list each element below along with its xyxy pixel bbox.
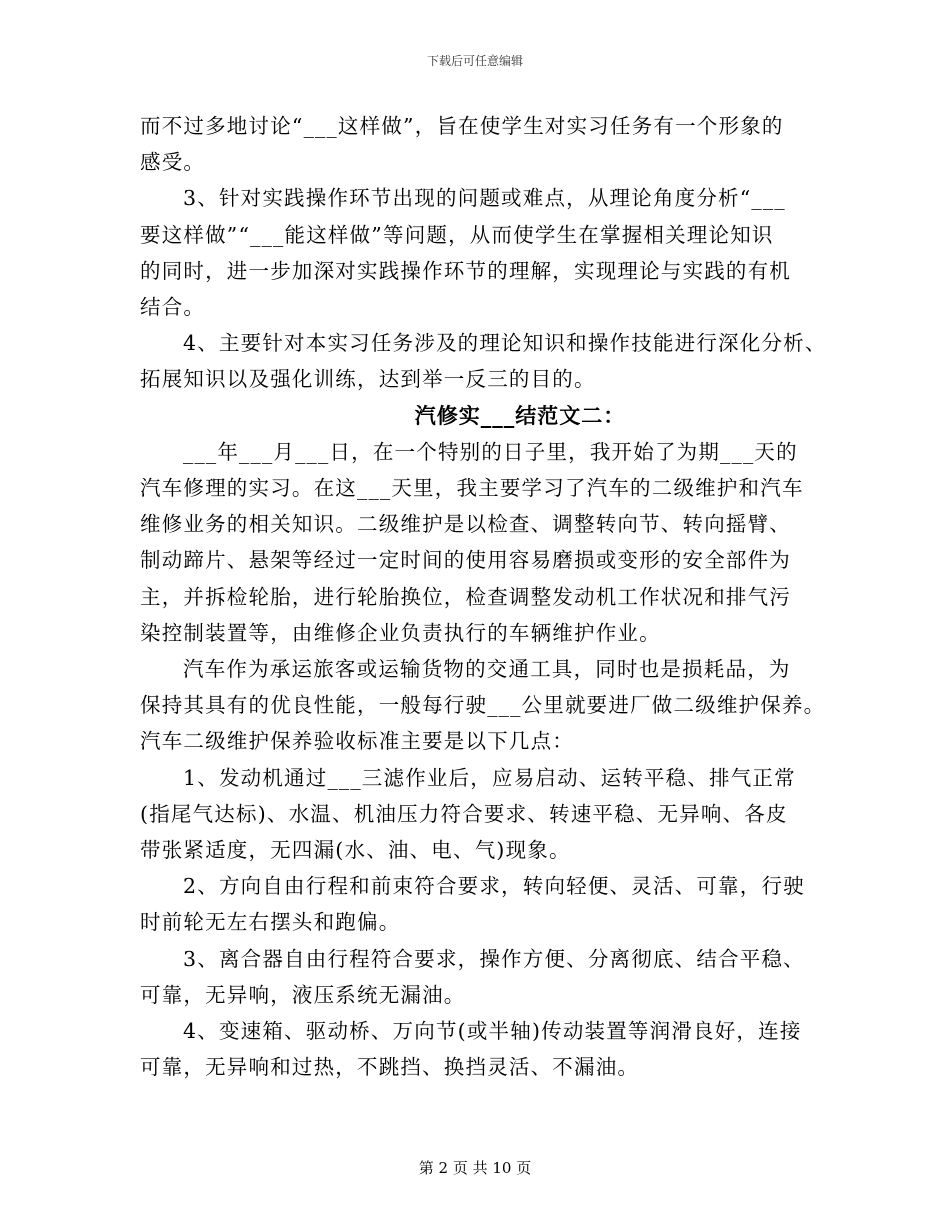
text-line: 3、针对实践操作环节出现的问题或难点，从理论角度分析“___ <box>183 186 786 211</box>
text-line: 维修业务的相关知识。二级维护是以检查、调整转向节、转向摇臂、 <box>140 512 791 537</box>
text-line: 汽车二级维护保养验收标准主要是以下几点： <box>140 729 574 754</box>
text-line: 的同时，进一步加深对实践操作环节的理解，实现理论与实践的有机 <box>140 258 791 283</box>
download-note: 下载后可任意编辑 <box>426 54 523 68</box>
text-line: 保持其具有的优良性能，一般每行驶___公里就要进厂做二级维护保养。 <box>140 693 826 718</box>
text-line: 可靠，无异响和过热，不跳挡、换挡灵活、不漏油。 <box>140 1055 640 1080</box>
text-line: 要这样做”“___能这样做”等问题，从而使学生在掌握相关理论知识 <box>140 222 774 247</box>
text-line: 制动蹄片、悬架等经过一定时间的使用容易磨损或变形的安全部件为 <box>140 548 791 573</box>
section-title: 汽修实___结范文二： <box>414 402 626 428</box>
text-line: 汽车作为承运旅客或运输货物的交通工具，同时也是损耗品，为 <box>183 657 791 682</box>
text-line: 可靠，无异响，液压系统无漏油。 <box>140 982 466 1007</box>
text-line: 结合。 <box>140 295 206 320</box>
text-line: 4、变速箱、驱动桥、万向节(或半轴)传动装置等润滑良好，连接 <box>183 1019 802 1044</box>
text-line: 时前轮无左右摆头和跑偏。 <box>140 910 401 935</box>
text-line: 4、主要针对本实习任务涉及的理论知识和操作技能进行深化分析、 <box>183 331 827 356</box>
text-line: 染控制装置等，由维修企业负责执行的车辆维护作业。 <box>140 620 661 645</box>
text-line: 拓展知识以及强化训练，达到举一反三的目的。 <box>140 367 596 392</box>
text-line: 而不过多地讨论“___这样做”，旨在使学生对实习任务有一个形象的 <box>140 114 784 138</box>
text-line: (指尾气达标)、水温、机油压力符合要求、转速平稳、无异响、各皮 <box>140 801 788 826</box>
text-line: ___年___月___日，在一个特别的日子里，我开始了为期___天的 <box>183 439 798 464</box>
text-line: 汽车修理的实习。在这___天里，我主要学习了汽车的二级维护和汽车 <box>140 476 804 501</box>
text-line: 3、离合器自由行程符合要求，操作方便、分离彻底、结合平稳、 <box>183 946 805 971</box>
text-line: 主，并拆检轮胎，进行轮胎换位，检查调整发动机工作状况和排气污 <box>140 584 791 609</box>
page-number: 第 2 页 共 10 页 <box>418 1159 532 1177</box>
text-line: 带张紧适度，无四漏(水、油、电、气)现象。 <box>140 838 571 863</box>
text-line: 1、发动机通过___三滤作业后，应易启动、运转平稳、排气正常 <box>183 765 796 790</box>
document-body <box>140 108 827 1085</box>
text-line: 2、方向自由行程和前束符合要求，转向轻便、灵活、可靠，行驶 <box>183 874 805 899</box>
text-line: 感受。 <box>140 150 206 175</box>
